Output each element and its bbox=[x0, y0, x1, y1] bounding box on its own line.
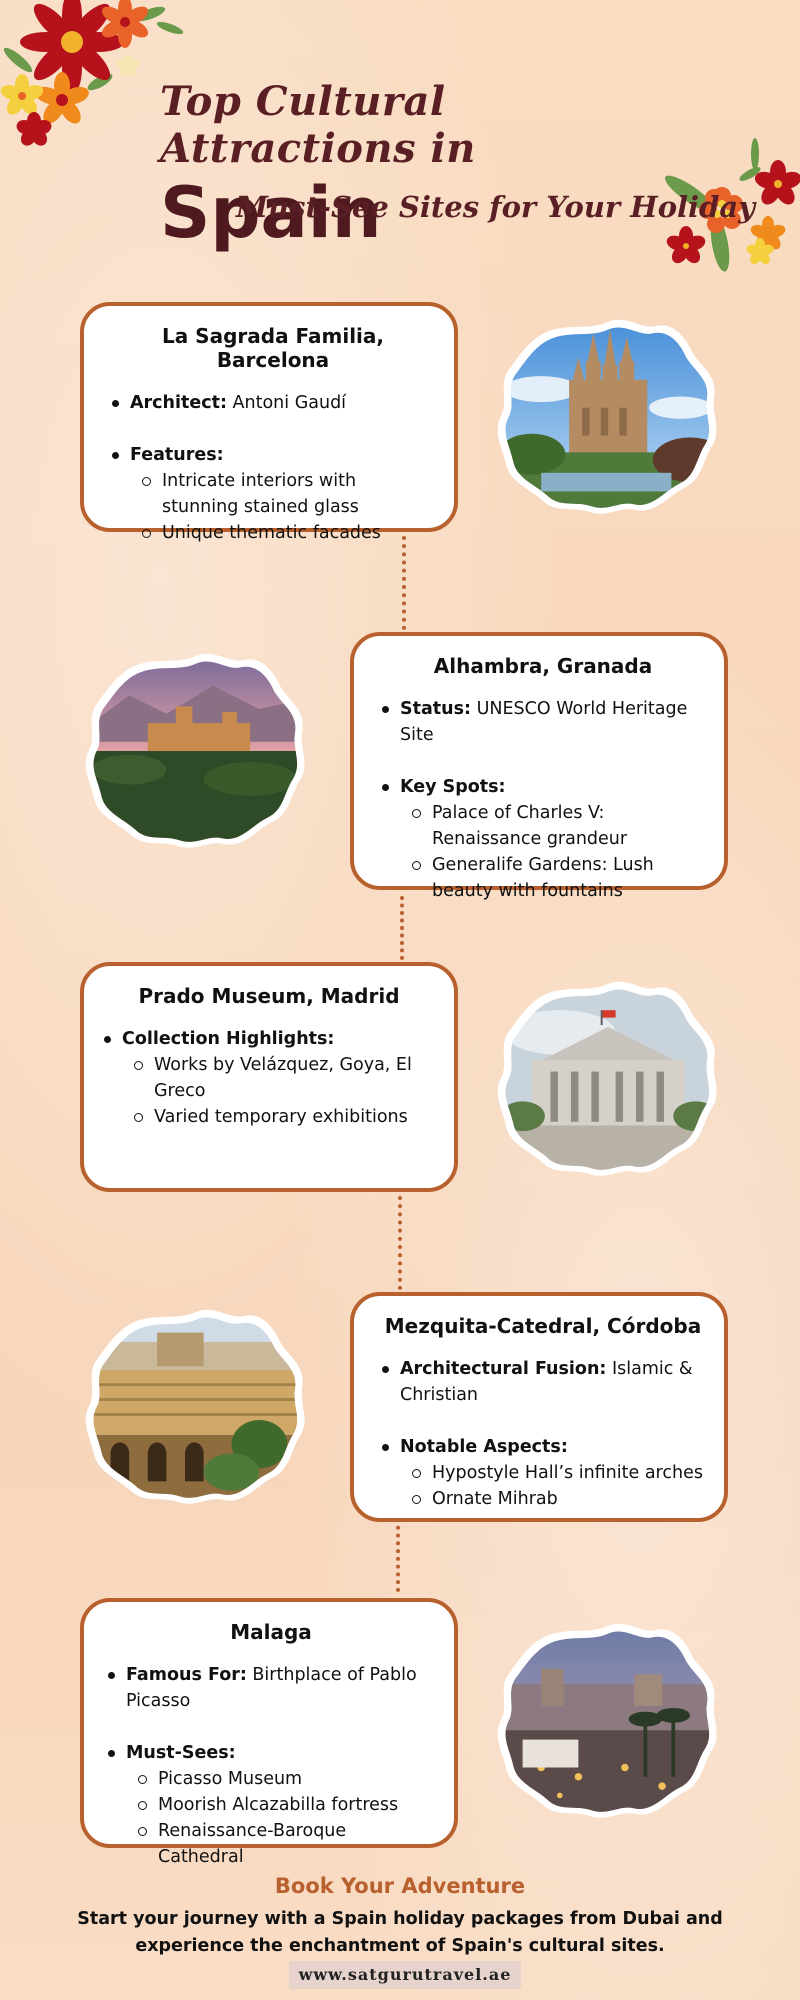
cta-description: Start your journey with a Spain holiday packages from Dubai and experience the enchantment of Spain's cultural sites. bbox=[77, 1909, 723, 1956]
attraction-detail: Key Spots: Palace of Charles V: Renaissance grandeur Generalife Gardens: Lush beauty with fountains bbox=[380, 774, 706, 904]
attraction-detail: Architectural Fusion: Islamic & Christian bbox=[380, 1356, 706, 1408]
attraction-title: Malaga bbox=[230, 1620, 312, 1644]
mosque-photo-icon bbox=[84, 1306, 308, 1506]
attraction-card-mezquita bbox=[350, 1292, 728, 1522]
timeline-connector bbox=[400, 896, 404, 960]
attraction-sub-detail: Hypostyle Hall’s infinite arches bbox=[400, 1460, 706, 1486]
attraction-detail: Features: Intricate interiors with stunning stained glass Unique thematic facades bbox=[110, 442, 436, 546]
attraction-sub-detail: Works by Velázquez, Goya, El Greco bbox=[122, 1052, 436, 1104]
attraction-sub-detail: Generalife Gardens: Lush beauty with fountains bbox=[400, 852, 706, 904]
attraction-title: La Sagrada Familia, Barcelona bbox=[161, 324, 385, 372]
attraction-detail: Notable Aspects: Hypostyle Hall’s infinite arches Ornate Mihrab bbox=[380, 1434, 706, 1512]
city-photo-icon bbox=[496, 1620, 720, 1820]
attraction-sub-detail: Intricate interiors with stunning stained glass bbox=[130, 468, 436, 520]
page-header bbox=[160, 78, 680, 252]
attraction-detail: Collection Highlights: Works by Velázquez, Goya, El Greco Varied temporary exhibitions bbox=[102, 1026, 436, 1130]
attraction-card-alhambra bbox=[350, 632, 728, 901]
attraction-detail: Architect: Antoni Gaudí bbox=[110, 390, 436, 416]
timeline-connector bbox=[398, 1196, 402, 1290]
attraction-card-malaga bbox=[80, 1598, 458, 1867]
attraction-sub-detail: Unique thematic facades bbox=[130, 520, 436, 546]
page-subtitle: Must-See Sites for Your Holiday bbox=[236, 190, 755, 224]
attraction-card-prado-museum bbox=[80, 962, 458, 1192]
timeline-connector bbox=[402, 536, 406, 630]
attraction-title: Mezquita-Catedral, Córdoba bbox=[384, 1314, 702, 1338]
palace-photo-icon bbox=[84, 650, 308, 850]
cta-title: Book Your Adventure bbox=[274, 1874, 526, 1898]
attraction-sub-detail: Palace of Charles V: Renaissance grandeur bbox=[400, 800, 706, 852]
attraction-title: Prado Museum, Madrid bbox=[138, 984, 400, 1008]
website-link[interactable]: www.satgurutravel.ae bbox=[289, 1961, 521, 1989]
attraction-title: Alhambra, Granada bbox=[433, 654, 653, 678]
timeline-connector bbox=[396, 1518, 400, 1592]
attraction-detail: Must-Sees: Picasso Museum Moorish Alcazabilla fortress Renaissance-Baroque Cathedral bbox=[106, 1740, 436, 1870]
attraction-sub-detail: Renaissance-Baroque Cathedral bbox=[126, 1818, 436, 1870]
attraction-sub-detail: Picasso Museum bbox=[126, 1766, 436, 1792]
attraction-sub-detail: Ornate Mihrab bbox=[400, 1486, 706, 1512]
attraction-sub-detail: Varied temporary exhibitions bbox=[122, 1104, 436, 1130]
page-title-line2: Spain bbox=[160, 172, 382, 254]
attraction-detail: Famous For: Birthplace of Pablo Picasso bbox=[106, 1662, 436, 1714]
attraction-sub-detail: Moorish Alcazabilla fortress bbox=[126, 1792, 436, 1818]
museum-photo-icon bbox=[496, 978, 720, 1178]
attraction-detail: Status: UNESCO World Heritage Site bbox=[380, 696, 706, 748]
page-title-line1: Top Cultural Attractions in bbox=[160, 78, 476, 172]
cathedral-photo-icon bbox=[496, 316, 720, 516]
attraction-card-sagrada-familia bbox=[80, 302, 458, 543]
